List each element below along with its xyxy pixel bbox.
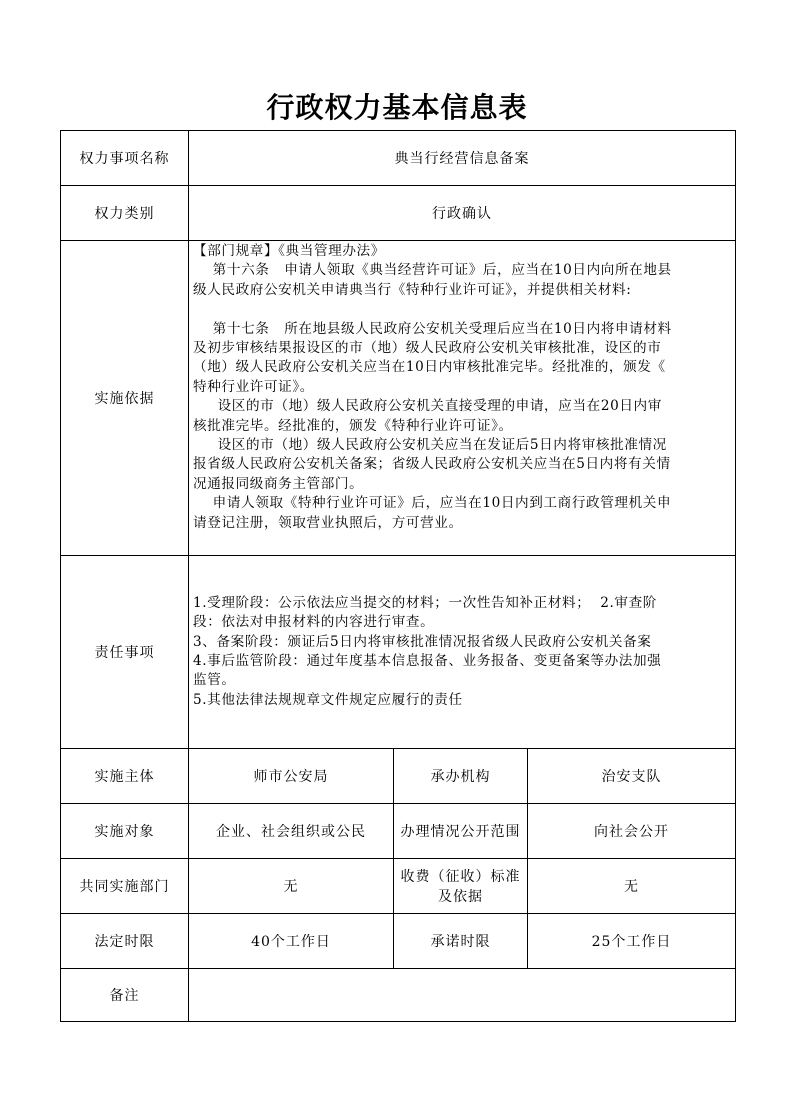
text-line: 4.事后监管阶段：通过年度基本信息报备、业务报备、变更备案等办法加强 [193,653,662,669]
text-line: 【部门规章】《典当管理办法》 [193,243,385,259]
text-line: 设区的市（地）级人民政府公安机关直接受理的申请，应当在20日内审 [193,398,662,415]
row-target [61,804,736,859]
text-line: 级人民政府公安机关申请典当行《特种行业许可证》，并提供相关材料: [193,281,632,298]
text-line [193,300,731,319]
label-category: 权力类别 [61,186,189,241]
label-agency: 承办机构 [394,749,528,804]
row-duty [61,556,736,749]
value-name: 典当行经营信息备案 [189,131,736,186]
row-remark [61,969,736,1022]
row-time [61,914,736,969]
text-line: 申请人领取《特种行业许可证》后，应当在10日内到工商行政管理机关申 [193,495,672,512]
text-line: 第十六条 申请人领取《典当经营许可证》后，应当在10日内向所在地县 [193,262,672,279]
text-line: 况通报同级商务主管部门。 [193,475,364,492]
row-joint [61,859,736,914]
label-fee: 收费（征收）标准及依据 [394,859,528,914]
label-target: 实施对象 [61,804,189,859]
page-title: 行政权力基本信息表 [266,91,528,124]
text-line: 请登记注册，领取营业执照后，方可营业。 [193,514,463,531]
text-line: 1.受理阶段：公示依法应当提交的材料；一次性告知补正材料； 2.审查阶 [193,594,657,611]
info-table [60,130,736,1022]
value-promise-time: 25个工作日 [528,914,736,969]
value-subject: 师市公安局 [189,749,394,804]
value-duty [189,556,736,749]
value-target: 企业、社会组织或公民 [189,804,394,859]
text-line: 及初步审核结果报设区的市（地）级人民政府公安机关审核批准，设区的市 [193,340,662,357]
value-joint: 无 [189,859,394,914]
text-line: 段：依法对申报材料的内容进行审查。 [193,614,435,631]
text-line: 监管。 [193,672,236,689]
row-subject [61,749,736,804]
value-legal-time: 40个工作日 [189,914,394,969]
value-fee: 无 [528,859,736,914]
text-line: 3、备案阶段：颁证后5日内将审核批准情况报省级人民政府公安机关备案 [193,633,652,650]
value-basis [189,241,736,556]
row-name [61,131,736,186]
text-line: 核批准完毕。经批准的，颁发《特种行业许可证》。 [193,417,513,434]
label-legal-time: 法定时限 [61,914,189,969]
text-line: 5.其他法律法规规章文件规定应履行的责任 [193,691,463,708]
label-name: 权力事项名称 [61,131,189,186]
row-basis [61,241,736,556]
label-promise-time: 承诺时限 [394,914,528,969]
label-duty: 责任事项 [61,556,189,749]
label-joint: 共同实施部门 [61,859,189,914]
text-line: 报省级人民政府公安机关备案；省级人民政府公安机关应当在5日内将有关情 [193,456,671,473]
text-line: 设区的市（地）级人民政府公安机关应当在发证后5日内将审核批准情况 [193,437,667,454]
label-disclosure: 办理情况公开范围 [394,804,528,859]
text-line: 特种行业许可证》。 [193,378,314,395]
text-line: 第十七条 所在地县级人民政府公安机关受理后应当在10日内将申请材料 [193,320,672,337]
label-subject: 实施主体 [61,749,189,804]
label-remark: 备注 [61,969,189,1022]
row-category [61,186,736,241]
value-agency: 治安支队 [528,749,736,804]
label-basis: 实施依据 [61,241,189,556]
value-category: 行政确认 [189,186,736,241]
text-line: （地）级人民政府公安机关应当在10日内审核批准完毕。经批准的，颁发《 [193,359,666,376]
value-remark [189,969,736,1022]
value-disclosure: 向社会公开 [528,804,736,859]
